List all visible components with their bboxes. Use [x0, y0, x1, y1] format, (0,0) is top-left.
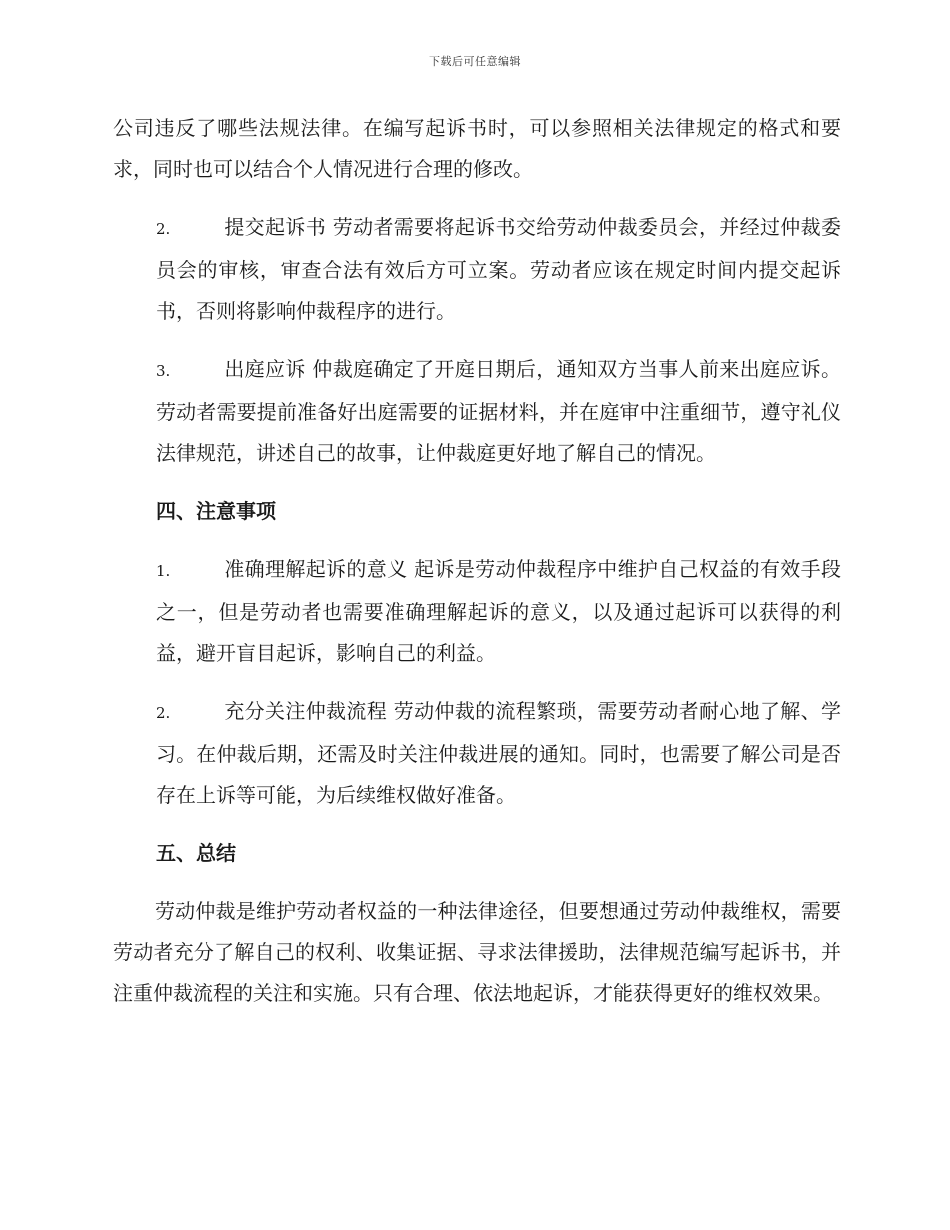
list-item [113, 207, 841, 332]
list-item-number: 1. [156, 562, 171, 580]
document-body [113, 108, 841, 1031]
list-item-number: 3. [156, 362, 171, 380]
page-header: 下载后可任意编辑 [429, 55, 521, 68]
list-item-text: 充分关注仲裁流程 劳动仲裁的流程繁琐，需要劳动者耐心地了解、学习。在仲裁后期，还需及时关注仲裁进展的通知。同时，也需要了解公司是否存在上诉等可能，为后续维权做好准备。 [156, 699, 841, 807]
summary-paragraph: 劳动仲裁是维护劳动者权益的一种法律途径，但要想通过劳动仲裁维权，需要劳动者充分了解自己的权利、收集证据、寻求法律援助，法律规范编写起诉书，并注重仲裁流程的关注和实施。只有合理、依法地起诉，才能获得更好的维权效果。 [113, 899, 841, 1005]
section-heading: 四、注意事项 [156, 499, 276, 523]
list-item-number: 2. [156, 220, 171, 238]
list-item [113, 691, 841, 816]
list-item-text: 出庭应诉 仲裁庭确定了开庭日期后，通知双方当事人前来出庭应诉。劳动者需要提前准备好出庭需要的证据材料，并在庭审中注重细节，遵守礼仪法律规范，讲述自己的故事，让仲裁庭更好地了解自己的情况。 [156, 357, 841, 465]
list-item-number: 2. [156, 704, 171, 722]
list-item [113, 549, 841, 674]
list-item-text: 准确理解起诉的意义 起诉是劳动仲裁程序中维护自己权益的有效手段之一，但是劳动者也需要准确理解起诉的意义，以及通过起诉可以获得的利益，避开盲目起诉，影响自己的利益。 [156, 557, 841, 665]
paragraph-continuation: 公司违反了哪些法规法律。在编写起诉书时，可以参照相关法律规定的格式和要求，同时也可以结合个人情况进行合理的修改。 [113, 116, 841, 181]
section-heading: 五、总结 [156, 841, 236, 865]
list-item [113, 349, 841, 474]
list-item-text: 提交起诉书 劳动者需要将起诉书交给劳动仲裁委员会，并经过仲裁委员会的审核，审查合法有效后方可立案。劳动者应该在规定时间内提交起诉书，否则将影响仲裁程序的进行。 [156, 215, 841, 323]
